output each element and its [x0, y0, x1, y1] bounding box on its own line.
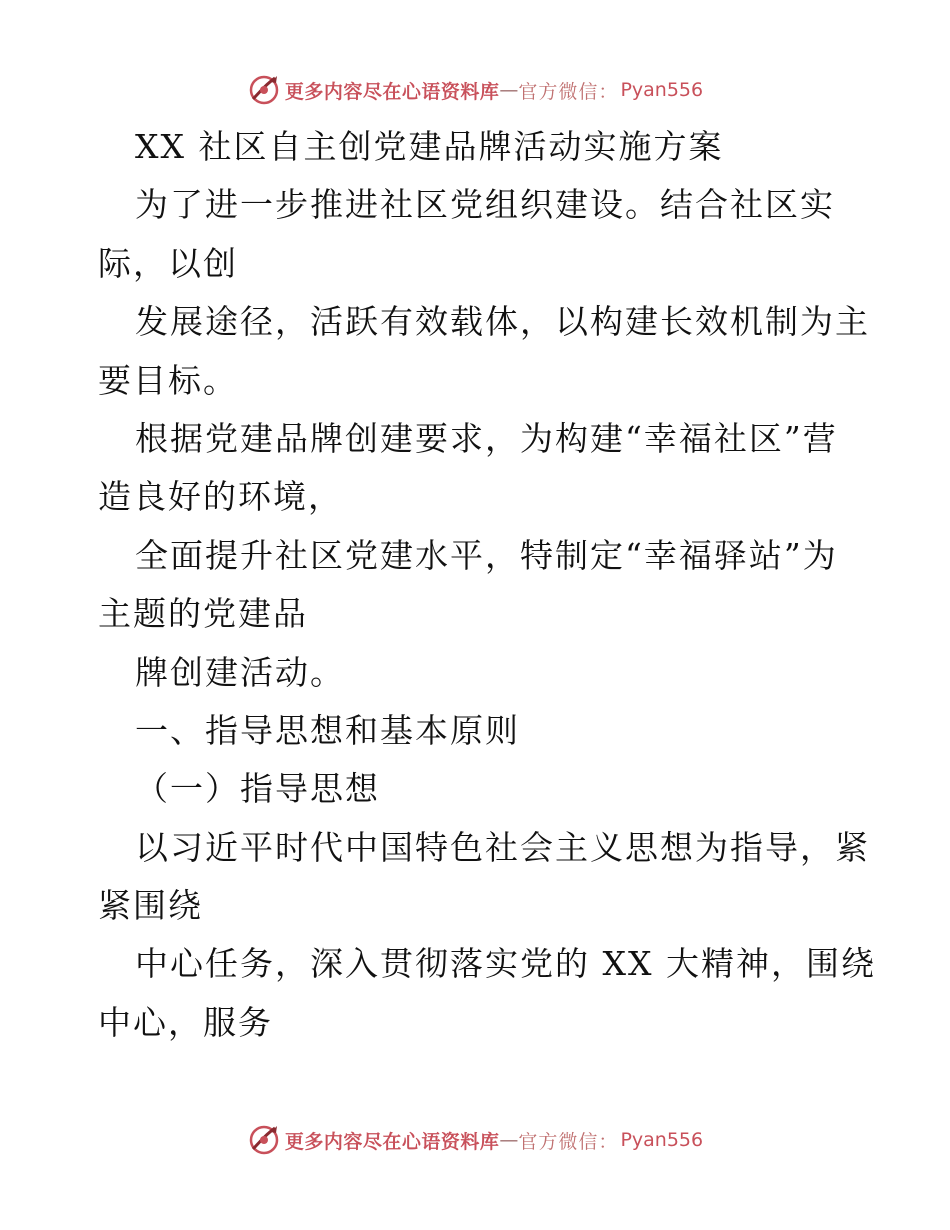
text-line: 际，以创 [98, 243, 238, 283]
banner-separator: — [499, 79, 519, 101]
text-line: 全面提升社区党建水平，特制定“幸福驿站”为 [135, 535, 838, 575]
text-line: 根据党建品牌创建要求，为构建“幸福社区”营 [135, 418, 838, 458]
pen-logo-icon [247, 73, 281, 107]
banner-main-text: 更多内容尽在心语资料库 [284, 80, 500, 103]
text-line: 中心任务，深入贯彻落实党的 XX 大精神，围绕 [135, 944, 876, 984]
text-line: XX 社区自主创党建品牌活动实施方案 [135, 127, 724, 166]
text-line: 主题的党建品 [98, 594, 308, 634]
text-line: 牌创建活动。 [135, 652, 345, 692]
header-banner [0, 70, 950, 110]
pen-logo-icon [247, 1123, 281, 1157]
banner-wechat-id: Pyan556 [620, 79, 704, 101]
text-line: 要目标。 [98, 360, 238, 400]
banner-wechat-label: 官方微信： [518, 1130, 619, 1153]
text-line: 紧围绕 [98, 886, 203, 926]
banner-main-text: 更多内容尽在心语资料库 [284, 1130, 500, 1153]
banner-wechat-label: 官方微信： [518, 80, 619, 103]
text-line: 发展途径，活跃有效载体，以构建长效机制为主 [135, 302, 870, 342]
document-body [98, 118, 876, 1052]
text-line: 中心，服务 [98, 1002, 273, 1042]
text-line: （一）指导思想 [135, 769, 380, 809]
text-line: 一、指导思想和基本原则 [135, 710, 520, 750]
banner-wechat-id: Pyan556 [620, 1129, 704, 1151]
banner-separator: — [499, 1129, 519, 1151]
footer-banner [0, 1120, 950, 1160]
text-line: 为了进一步推进社区党组织建设。结合社区实 [135, 185, 835, 225]
text-line: 以习近平时代中国特色社会主义思想为指导，紧 [135, 827, 870, 867]
text-line: 造良好的环境， [98, 477, 343, 517]
